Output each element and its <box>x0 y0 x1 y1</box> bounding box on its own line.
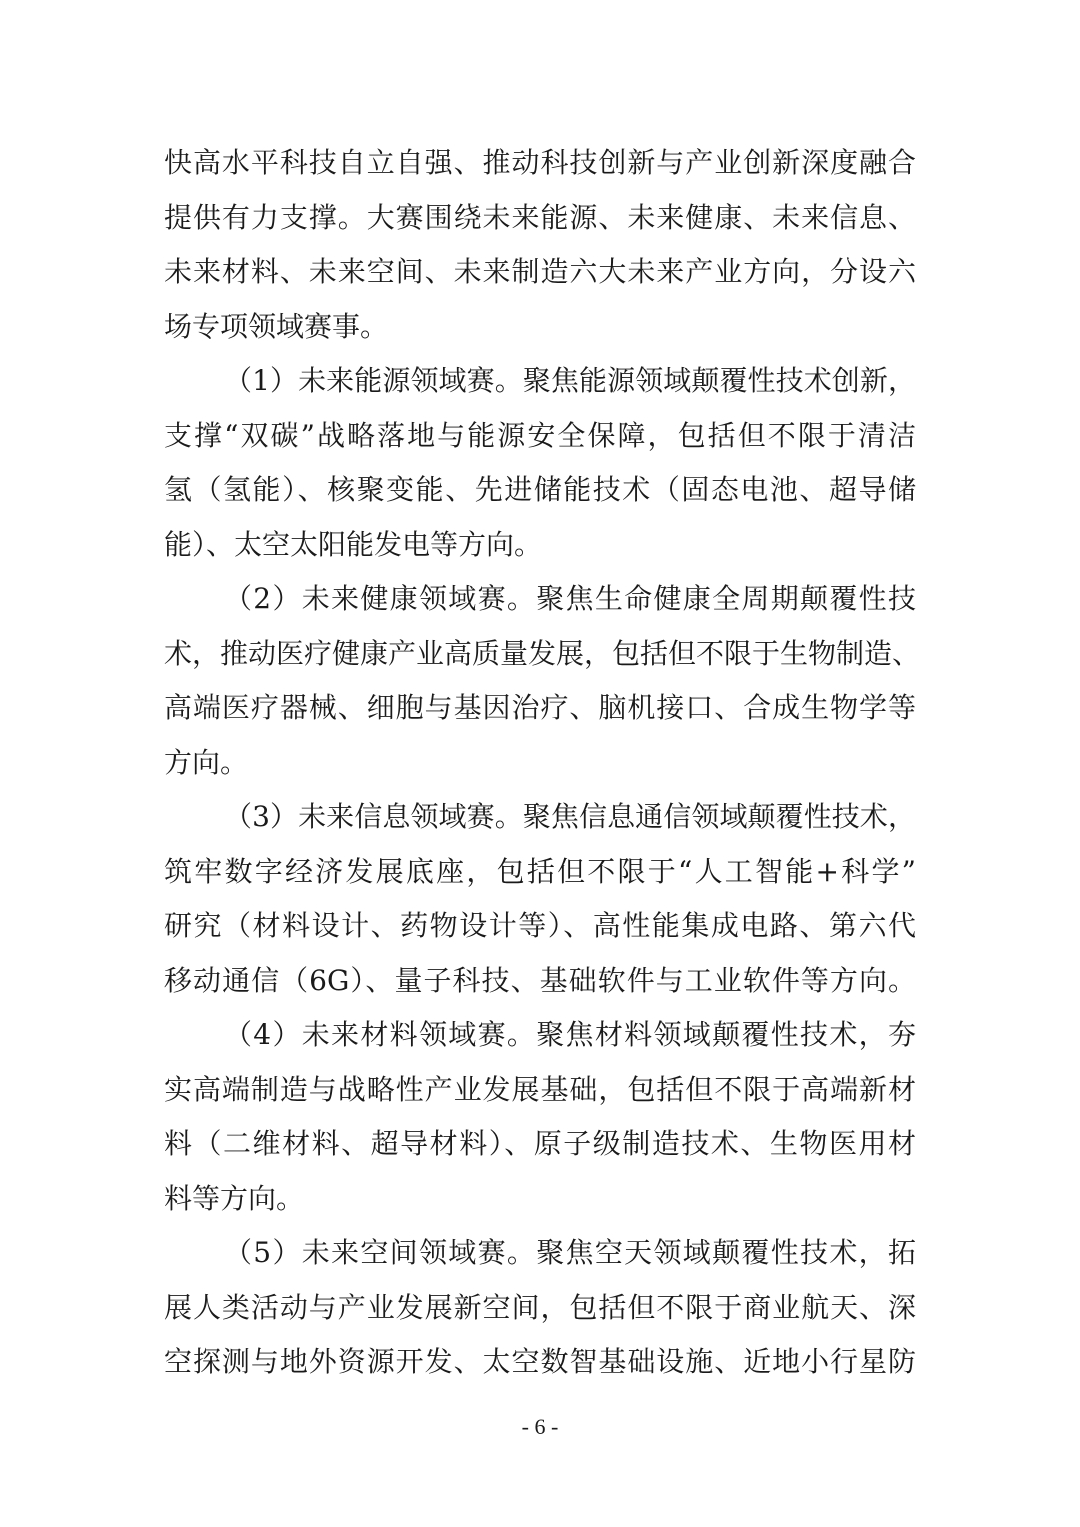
text-line: 展人类活动与产业发展新空间，包括但不限于商业航天、深 <box>164 1290 916 1324</box>
text-line: 空探测与地外资源开发、太空数智基础设施、近地小行星防 <box>164 1345 916 1378</box>
text-line: 氢（氢能）、核聚变能、先进储能技术（固态电池、超导储 <box>164 473 916 506</box>
text-line: 方向。 <box>164 745 249 779</box>
page-number: - 6 - <box>521 1414 559 1439</box>
text-line: 未来材料、未来空间、未来制造六大未来产业方向，分设六 <box>164 255 916 288</box>
paragraph-future-health <box>164 572 921 790</box>
text-line: 研究（材料设计、药物设计等）、高性能集成电路、第六代 <box>164 909 916 942</box>
text-line: 高端医疗器械、细胞与基因治疗、脑机接口、合成生物学等 <box>164 691 916 724</box>
paragraph-intro <box>164 136 916 354</box>
text-line: 场专项领域赛事。 <box>164 309 389 343</box>
paragraph-future-energy <box>164 354 916 572</box>
text-line: 料（二维材料、超导材料）、原子级制造技术、生物医用材 <box>164 1127 916 1160</box>
text-line: （5）未来空间领域赛。聚焦空天领域颠覆性技术，拓 <box>224 1236 916 1269</box>
text-line: 术，推动医疗健康产业高质量发展，包括但不限于生物制造、 <box>164 636 921 670</box>
text-line: 料等方向。 <box>164 1181 305 1215</box>
text-line: （1）未来能源领域赛。聚焦能源领域颠覆性技术创新， <box>224 364 916 397</box>
paragraph-future-materials <box>164 1008 916 1226</box>
paragraph-future-information <box>164 790 916 1008</box>
text-line: 支撑“双碳”战略落地与能源安全保障，包括但不限于清洁 <box>164 418 916 452</box>
text-line: 快高水平科技自立自强、推动科技创新与产业创新深度融合 <box>164 146 916 179</box>
text-line: （4）未来材料领域赛。聚焦材料领域颠覆性技术，夯 <box>224 1018 916 1051</box>
text-line: 筑牢数字经济发展底座，包括但不限于“人工智能+科学” <box>164 854 916 888</box>
text-line: 能）、太空太阳能发电等方向。 <box>164 527 543 561</box>
text-line: （3）未来信息领域赛。聚焦信息通信领域颠覆性技术， <box>224 800 916 833</box>
body-text <box>164 136 921 1390</box>
paragraph-future-space <box>164 1226 916 1390</box>
text-line: （2）未来健康领域赛。聚焦生命健康全周期颠覆性技 <box>224 582 916 615</box>
text-line: 实高端制造与战略性产业发展基础，包括但不限于高端新材 <box>164 1072 916 1106</box>
text-line: 移动通信（6G）、量子科技、基础软件与工业软件等方向。 <box>164 963 916 997</box>
text-line: 提供有力支撑。大赛围绕未来能源、未来健康、未来信息、 <box>164 200 916 234</box>
